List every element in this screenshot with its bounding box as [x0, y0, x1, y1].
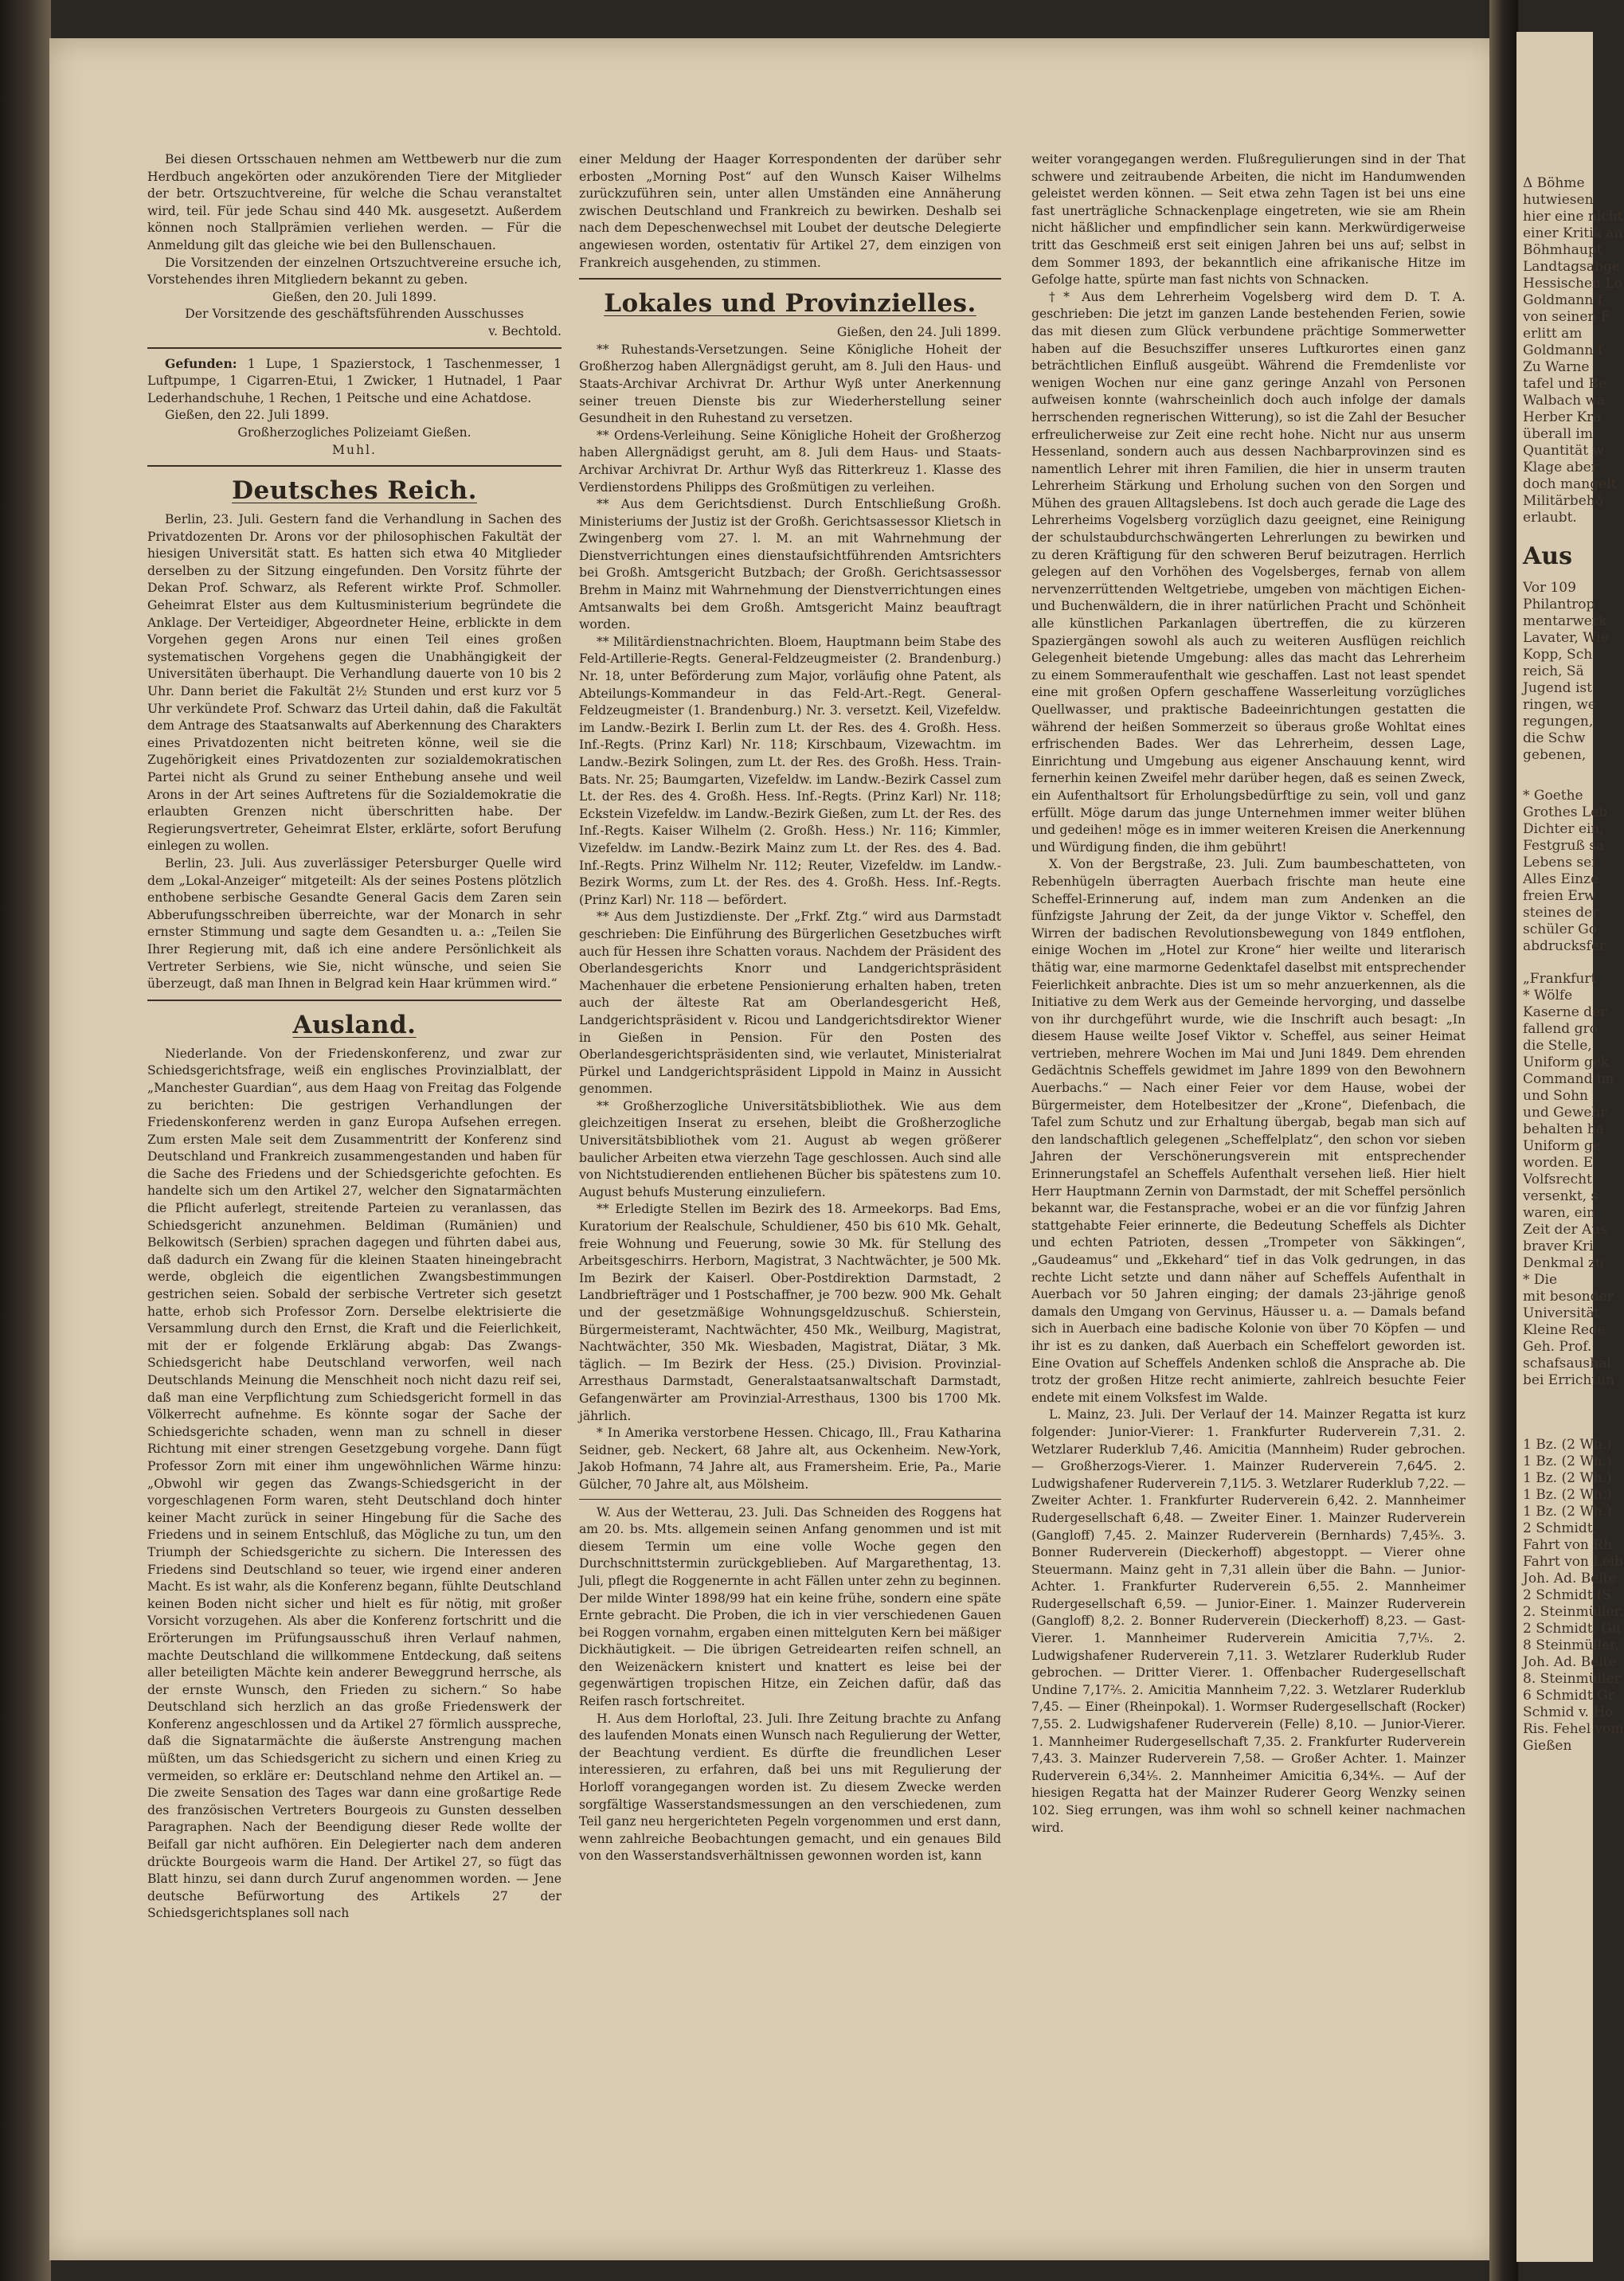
found-items-notice: [147, 355, 562, 408]
article-bibliothek: ** Großherzogliche Universitätsbibliothek. Wie aus dem gleichzeitigen Inserat zu ersehen, bleibt die Großherzogliche Universitätsbibliothek vom 21. August ab wegen größerer baulicher Arbeiten etwa vierzehn Tage geschlossen. Auch sind alle von Nichtstudierenden entliehenen Bücher bis spätestens zum 10. August behufs Musterung einzuliefern.: [579, 1098, 1001, 1199]
left-binding-shadow: [0, 0, 51, 2281]
found-date: Gießen, den 22. Juli 1899.: [165, 408, 330, 423]
adjacent-text-line: Festgruß sa: [1523, 838, 1605, 854]
adjacent-text-line: Ris. Fehel vom: [1523, 1721, 1624, 1737]
found-label: Gefunden:: [165, 355, 237, 371]
adjacent-text-line: Denkmal zu: [1523, 1255, 1604, 1271]
adjacent-text-line: 2 Schmidt, Gu: [1523, 1621, 1621, 1637]
adjacent-text-line: Kleine Rede: [1523, 1322, 1606, 1338]
ortsschau-notice: Bei diesen Ortsschauen nehmen am Wettbewerb nur die zum Herdbuch angekörten oder anzukörenden Tiere der Mitglieder der betr. Ortszuchtvereine, für welche die Schau veranstaltet wird, teil. Für jede Schau sind 440 Mk. ausgesetzt. Außerdem können noch Stallprämien verliehen werden. — Für die Anmeldung gilt das gleiche wie bei den Bullenschauen.: [147, 152, 562, 252]
local-dateline: Gießen, den 24. Juli 1899.: [836, 325, 1001, 340]
notice-date: Gießen, den 20. Juli 1899.: [272, 289, 437, 304]
adjacent-text-line: überall im: [1523, 426, 1593, 442]
adjacent-text-line: worden. E: [1523, 1155, 1594, 1171]
adjacent-text-line: Walbach wa: [1523, 393, 1606, 409]
adjacent-text-line: Landtagsabge: [1523, 259, 1620, 275]
adjacent-text-line: 1 Bz. (2 Wh.): [1523, 1487, 1612, 1503]
adjacent-text-line: Zeit der Aus: [1523, 1222, 1607, 1238]
adjacent-text-line: 1 Bz. (2 Wh.): [1523, 1454, 1612, 1469]
adjacent-text-line: Militärbehö: [1523, 493, 1603, 509]
adjacent-text-line: Zu Warne: [1523, 359, 1590, 375]
adjacent-text-line: fallend gro: [1523, 1021, 1598, 1037]
adjacent-text-line: 2. Steinmüller,: [1523, 1604, 1624, 1620]
adjacent-text-line: * Die: [1523, 1272, 1558, 1288]
book-spine-shadow: [1489, 0, 1518, 2281]
article-militaer: ** Militärdienstnachrichten. Bloem, Hauptmann beim Stabe des Feld-Artillerie-Regts. General-Feldzeugmeister (2. Brandenburg.) Nr. 18, unter Beförderung zum Major, vorläufig ohne Patent, als Abteilungs-Kommandeur in das Feld-Art.-Regt. General-Feldzeugmeister (1. Brandenburg.) Nr. 3. versetzt. Keil, Vizefeldw. im Landw.-Bezirk I. Berlin zum Lt. der Res. des 4. Großh. Hess. Inf.-Regts. (Prinz Karl) Nr. 118; Kirschbaum, Vizewachtm. im Landw.-Bezirk Solingen, zum Lt. der Res. des Großh. Hess. Train-Bats. Nr. 25; Baumgarten, Vizefeldw. im Landw.-Bezirk Cassel zum Lt. der Res. des 4. Großh. Hess. Inf.-Regts. (Prinz Karl) Nr. 118; Eckstein Vizefeldw. im Landw.-Bezirk Gießen, zum Lt. der Res. des Inf.-Regts. Kaiser Wilhelm (2. Großh. Hess.) Nr. 116; Kimmler, Vizefeldw. im Landw.-Bezirk Mainz zum Lt. der Res. des 4. Bad. Inf.-Regts. Prinz Wilhelm Nr. 112; Reuter, Vizefeldw. im Landw.-Bezirk Worms, zum Lt. der Res. des 4. Großh. Hess. Inf.-Regts. (Prinz Karl) Nr. 118 — befördert.: [579, 634, 1001, 907]
adjacent-text-line: Uniform gek: [1523, 1054, 1610, 1070]
article-ruhestand: ** Ruhestands-Versetzungen. Seine Königliche Hoheit der Großherzog haben Allergnädigst geruht, am 8. Juli den Haus- und Staats-Archivar Archivrat Dr. Arthur Wyß unter Anerkennung seiner treuen Dienste bis zur Wiederherstellung seiner Gesundheit in den Ruhestand zu versetzen.: [579, 342, 1001, 426]
section-heading-deutsches-reich: Deutsches Reich.: [232, 476, 477, 506]
adjacent-text-line: und Gewehr: [1523, 1105, 1607, 1121]
adjacent-text-line: 2 Schmidt,: [1523, 1520, 1598, 1536]
ortsschau-request: Die Vorsitzenden der einzelnen Ortszuchtvereine ersuche ich, Vorstehendes ihren Mitgliedern bekannt zu geben.: [147, 255, 562, 288]
adjacent-text-line: einer Kritik an: [1523, 225, 1623, 241]
adjacent-text-line: Joh. Ad. Belte: [1523, 1571, 1617, 1587]
adjacent-text-line: erlaubt.: [1523, 510, 1577, 526]
article-horloftal: H. Aus dem Horloftal, 23. Juli. Ihre Zeitung brachte zu Anfang des laufenden Monats einen Wunsch nach Regulierung der Wetter, der Beachtung verdient. Es dürfte die freundlichen Leser interessieren, zu erfahren, daß bei uns mit Regulierung der Horloff vorangegangen worden ist. Zu diesem Zwecke werden sorgfältige Wasserstandsmessungen an den verschiedenen, zum Teil ganz neu hergerichteten Pegeln vorgenommen und erst dann, wenn zahlreiche Beobachtungen gemacht, und ein genaues Bild von den Wasserstandsverhältnissen gewonnen worden ist, kann: [579, 1711, 1001, 1864]
adjacent-text-line: die Schw: [1523, 730, 1586, 746]
adjacent-text-line: Quantität w: [1523, 443, 1604, 459]
adjacent-text-line: 2 Schmidt (S: [1523, 1587, 1612, 1603]
adjacent-text-line: und Sohn: [1523, 1088, 1588, 1104]
adjacent-text-line: waren, ein: [1523, 1205, 1596, 1221]
adjacent-text-line: Jugend ist: [1523, 680, 1592, 696]
adjacent-text-line: 8. Steinmüller: [1523, 1671, 1621, 1687]
adjacent-text-line: reich, Sä: [1523, 663, 1584, 679]
adjacent-text-line: Fahrt von Rh.: [1523, 1537, 1617, 1553]
article-bergstrasse: X. Von der Bergstraße, 23. Juli. Zum baumbeschatteten, von Rebenhügeln überragten Auerbach frischte man heute eine Scheffel-Erinnerung auf, indem man zum Andenken an die fünfzigste Jahrung der Zeit, da der junge Viktor v. Scheffel, den Wirren der badischen Revolutionsbewegung von 1849 entflohen, einige Wochen im „Hotel zur Krone“ hier weilte und literarisch thätig war, eine marmorne Gedenktafel daselbst mit entsprechender Feierlichkeit anbrachte. Dies ist um so mehr anzuerkennen, als die Initiative zu dem Werk aus der Gemeinde hervorging, und dasselbe von ihr durchgeführt wurde, wie die Inschrift auch besagt: „In diesem Hause weilte Josef Viktor v. Scheffel, aus seiner Heimat vertrieben, mehrere Wochen im Mai und Juni 1849. Dem ehrenden Gedächtnis Scheffels gewidmet im Jahre 1899 von den Bewohnern Auerbachs.“ — Nach einer Feier vor dem Hause, wobei der Bürgermeister, dem Hotelbesitzer der „Krone“, Diefenbach, die Tafel zum Schutz und zur Erhaltung übergab, begab man sich auf den landschaftlich gelegenen „Scheffelplatz“, den schon vor sieben Jahren der Verschönerungsverein mit entsprechender Erinnerungstafel an Scheffels Aufenthalt versehen ließ. Hier hielt Herr Hauptmann Zernin von Darmstadt, der mit Scheffel persönlich bekannt war, die Festansprache, wobei er an die vor fünfzig Jahren stattgehabte Feier erinnerte, die Bedeutung Scheffels als Dichter und echten Patrioten, dessen „Trompeter von Säkkingen“, „Gaudeamus“ und „Ekkehard“ tief in das Volk gedrungen, in das rechte Licht setzte und dann näher auf Scheffels Aufenthalt in Auerbach vor 50 Jahren einging; der damals 23-jährige genoß damals den Umgang von Gervinus, Häusser u. a. — Damals befand sich in Auerbach eine badische Kolonie von über 70 Köpfen — und ihr ist es zu danken, daß Auerbach ein Scheffelort geworden ist. Eine Ovation auf Scheffels Andenken schloß die Ansprache ab. Die trotz der großen Hitze recht animierte, zahlreich besuchte Feier endete mit einem Volksfest im Walde.: [1031, 857, 1466, 1405]
adjacent-text-line: Gießen: [1523, 1738, 1572, 1754]
adjacent-text-line: braver Kri: [1523, 1238, 1594, 1254]
adjacent-text-line: Goldmann f: [1523, 342, 1602, 358]
adjacent-text-line: behalten ha: [1523, 1121, 1604, 1137]
adjacent-text-line: Schmid v. Ho: [1523, 1704, 1614, 1720]
article-berlin-arons: Berlin, 23. Juli. Gestern fand die Verhandlung in Sachen des Privatdozenten Dr. Arons vor der philosophischen Fakultät der hiesigen Universität statt. Es hatten sich etwa 40 Mitglieder derselben zu der Sitzung eingefunden. Den Vorsitz führte der Dekan Prof. Schwarz, als Referent wirkte Prof. Schmoller. Geheimrat Elster aus dem Kultusministerium begründete die Anklage. Der Verteidiger, Abgeordneter Heine, erblickte in dem Vorgehen gegen Arons nur einen Teil eines großen systematischen Vorgehens gegen die Unabhängigkeit der Universitäten überhaupt. Die Verhandlung dauerte von 10 bis 2 Uhr. Dann beriet die Fakultät 2½ Stunden und erst kurz vor 5 Uhr verkündete Prof. Schwarz das Urteil dahin, daß die Fakultät dem Antrage des Staatsanwalts auf Aberkennung des Charakters eines Privatdozenten nicht beitreten könne, weil sie die Zugehörigkeit eines Privatdozenten zur sozialdemokratischen Partei nicht als Grund zu seiner Enthebung ansehe und weil Arons in der Art seines Auftretens für die Sozialdemokratie die erlaubten Grenzen nicht überschritten habe. Der Regierungsvertreter, Geheimrat Elster, erklärte, sofort Berufung einlegen zu wollen.: [147, 512, 562, 854]
adjacent-page-fragment: [1516, 32, 1624, 2262]
adjacent-text-line: Kopp, Sch: [1523, 647, 1593, 663]
adjacent-text-line: Volfsrecht: [1523, 1172, 1592, 1187]
police-signature: Muhl.: [332, 442, 377, 457]
adjacent-text-line: regungen,: [1523, 714, 1594, 730]
divider: [147, 465, 562, 467]
adjacent-text-line: freien Erw: [1523, 888, 1596, 904]
adjacent-text-line: Klage aber: [1523, 460, 1598, 475]
adjacent-text-line: tafel und Be: [1523, 376, 1606, 392]
divider: [147, 347, 562, 349]
divider: [579, 278, 1001, 280]
adjacent-text-line: hutwiesen: [1523, 192, 1594, 208]
adjacent-text-line: Goldmann f: [1523, 292, 1602, 308]
column-1: [147, 151, 562, 2190]
adjacent-text-line: mit besonder: [1523, 1289, 1614, 1305]
divider: [147, 1000, 562, 1001]
adjacent-text-line: Command im: [1523, 1071, 1614, 1087]
adjacent-text-line: doch mangelt: [1523, 476, 1617, 492]
article-orden: ** Ordens-Verleihung. Seine Königliche Hoheit der Großherzog haben Allergnädigst geruht, am 8. Juli dem Haus- und Staats-Archivar Archivrat Dr. Arthur Wyß das Ritterkreuz 1. Klasse des Verdienstordens Philipps des Großmütigen zu verleihen.: [579, 428, 1001, 495]
adjacent-text-line: Hessischen Lo: [1523, 276, 1622, 291]
found-text: 1 Lupe, 1 Spazierstock, 1 Taschenmesser, 1 Luftpumpe, 1 Cigarren-Etui, 1 Zwicker, 1 Hutnadel, 1 Paar Lederhandschuhe, 1 Rechen, 1 Peitsche und eine Achatdose.: [147, 356, 562, 405]
adjacent-text-line: Vor 109: [1523, 580, 1576, 596]
adjacent-text-line: mentarwerk: [1523, 613, 1607, 629]
adjacent-text-line: Uniform ge: [1523, 1138, 1601, 1154]
adjacent-text-line: Universität: [1523, 1305, 1600, 1321]
adjacent-text-line: Alles Einze: [1523, 871, 1599, 887]
article-justizdienst: ** Aus dem Justizdienste. Der „Frkf. Ztg.“ wird aus Darmstadt geschrieben: Die Einführung des Bürgerlichen Gesetzbuches wirft auch für Hessen ihre Schatten voraus. Nachdem der Präsident des Oberlandesgerichts Knorr und Landgerichtspräsident Machenhauer die erbetene Pensionierung erhalten haben, treten auch der älteste Rat am Oberlandesgericht Heß, Landgerichtspräsident v. Ricou und Landgerichtsdirektor Wiener in Gießen in Pension. Für den Posten des Oberlandesgerichtspräsidenten sind, wie verlautet, Ministerialrat Pürkel und Landgerichtspräsident Lippold in Mainz in Aussicht genommen.: [579, 910, 1001, 1097]
adjacent-text-line: Fahrt von Leib: [1523, 1554, 1623, 1570]
adjacent-text-line: „Frankfurt: [1523, 971, 1597, 987]
article-berlin-serbia: Berlin, 23. Juli. Aus zuverlässiger Petersburger Quelle wird dem „Lokal-Anzeiger“ mitgeteilt: Als der seines Postens plötzlich enthobene serbische Gesandte General Gacis dem Zaren sein Abberufungsschreiben überreichte, war der Monarch in sehr ernster Stimmung und sagte dem Gesandten u. a.: „Teilen Sie Ihrer Regierung mit, daß ich eine andere Persönlichkeit als Vertreter Serbiens, wie Sie, nicht wünsche, und seien Sie überzeugt, daß man Ihnen in Belgrad kein Haar krümmen wird.“: [147, 855, 562, 992]
adjacent-text-line: gebenen,: [1523, 747, 1587, 763]
column-3: [1031, 151, 1466, 2190]
adjacent-text-line: Kaserne der: [1523, 1004, 1607, 1020]
adjacent-text-line: schafsaushal: [1523, 1356, 1611, 1371]
article-continuation: einer Meldung der Haager Korrespondenten der darüber sehr erbosten „Morning Post“ auf den Wunsch Kaiser Wilhelms zurückzuführen sein, unter allen Umständen eine Annäherung zwischen Deutschland und Frankreich zu bewirken. Deshalb sei nach dem Depeschenwechsel mit Loubet der deutsche Delegierte angewiesen worden, ostentativ für Artikel 27, dem einzigen von Frankreich ausgehenden, zu stimmen.: [579, 152, 1001, 270]
adjacent-text-line: 1 Bz. (2 Wh.): [1523, 1470, 1612, 1486]
adjacent-text-line: Philantrop: [1523, 597, 1595, 612]
notice-signature-name: v. Bechtold.: [488, 323, 562, 338]
adjacent-text-line: Herber Kra: [1523, 409, 1602, 425]
adjacent-text-line: Dichter ein,: [1523, 821, 1604, 837]
adjacent-text-line: versenkt, s: [1523, 1188, 1599, 1204]
adjacent-text-line: Lavater, Wie: [1523, 630, 1609, 646]
adjacent-text-line: schüler Go: [1523, 921, 1597, 937]
notice-signature-title: Der Vorsitzende des geschäftsführenden Ausschusses: [185, 307, 524, 322]
adjacent-text-line: Lebens sei: [1523, 855, 1596, 871]
adjacent-text-line: Grothes Leb: [1523, 804, 1608, 820]
adjacent-text-line: 8 Steinmüller,: [1523, 1637, 1619, 1653]
adjacent-text-line: 1 Bz. (2 Wh.): [1523, 1437, 1612, 1453]
adjacent-text-line: Δ Böhme: [1523, 175, 1585, 191]
article-lehrerheim: †* Aus dem Lehrerheim Vogelsberg wird dem D. T. A. geschrieben: Die jetzt im ganzen Lande bestehenden Ferien, sowie das mit diesen zum Glück verbundene prächtige Sommerwetter haben auf die Besuchsziffer unseres Luftkurortes einen ganz beträchtlichen Einfluß ausgeübt. Während die Fremdenliste vor wenigen Wochen nur eine ganz geringe Anzahl von Personen aufweisen konnte (wahrscheinlich doch auch infolge der damals herrschenden regnerischen Witterung), so ist die Zahl der Besucher erfreulicherweise zur Zeit eine recht hohe. Nicht nur aus unserm Hessenland, sondern auch aus dessen Nachbarprovinzen sind es namentlich Lehrer mit ihren Familien, die hier in unserm trauten Lehrerheim Stärkung und Erholung suchen von den Sorgen und Mühen des grauen Alltagslebens. Ist doch auch gerade die Lage des Lehrerheims Vogelsberg vorzüglich dazu geeignet, eine Reinigung der schulstaubdurchschwängerten Lehrerlungen zu bewirken und zu deren Kräftigung für den schweren Beruf beizutragen. Herrlich gelegen auf den Vorhöhen des Vogelsberges, fernab von allem nervenzerrüttenden Weltgetriebe, umgeben von mächtigen Eichen- und Buchenwäldern, die in ihrer natürlichen Pracht und Schönheit alle künstlichen Parkanlagen übertreffen, die zu kürzeren Spaziergängen sowohl als auch zu weiteren Ausflügen reichlich Gelegenheit bietende Umgebung: alles das macht das Lehrerheim zu einem Sommeraufenthalt wie geschaffen. Last not least spendet eine mit großen Opfern geschaffene Wasserleitung vorzügliches Quellwasser, und praktische Badeeinrichtungen gestatten die während der heißen Sommerzeit so überaus große Wohltat eines erfrischenden Bades. Wer das Lehrerheim, dessen Lage, Einrichtung und Umgebung aus eigener Anschauung kennt, wird fernerhin keinen Zweifel mehr darüber hegen, daß es seinen Zweck, ein Aufenthaltsort für Erholungsbedürftige zu sein, voll und ganz erfüllt. Möge darum das junge Unternehmen immer weiter blühen und gedeihen! möge es in immer weiteren Kreisen die Anerkennung und Würdigung finden, die ihm gebührt!: [1031, 289, 1466, 855]
adjacent-text-line: steines der: [1523, 905, 1599, 921]
adjacent-text-line: 1 Bz. (2 Wh.): [1523, 1504, 1612, 1520]
article-stellen: ** Erledigte Stellen im Bezirk des 18. Armeekorps. Bad Ems, Kuratorium der Realschule, Schuldiener, 450 bis 610 Mk. Gehalt, freie Wohnung und Feuerung, sowie 30 Mk. für Stellung des Arbeitsgeschirrs. Herborn, Magistrat, 3 Nachtwächter, je 500 Mk. Im Bezirk der Kaiserl. Ober-Postdirektion Darmstadt, 2 Landbriefträger und 1 Postschaffner, je 700 bezw. 900 Mk. Gehalt und der gesetzmäßige Wohnungsgeldzuschuß. Schierstein, Bürgermeisteramt, Nachtwächter, 450 Mk., Weilburg, Magistrat, Nachtwächter, 350 Mk. Wiesbaden, Magistrat, Diätar, 3 Mk. täglich. — Im Bezirk der Hess. (25.) Division. Provinzial-Arresthaus Darmstadt, Generalstaatsanwaltschaft Darmstadt, Gefangenwärter am Provinzial-Arresthaus, 1300 bis 1700 Mk. jährlich.: [579, 1202, 1001, 1423]
adjacent-text-line: Böhmhaupt: [1523, 242, 1602, 258]
article-wetterau: W. Aus der Wetterau, 23. Juli. Das Schneiden des Roggens hat am 20. bs. Mts. allgemein seinen Anfang genommen und ist mit diesem Termin um eine volle Woche gegen den Durchschnittstermin zurückgeblieben. Auf Margarethentag, 13. Juli, pflegt die Roggenernte in acht Fällen unter zehn zu beginnen. Der milde Winter 1898/99 hat ein keine frühe, sondern eine späte Ernte gebracht. Die Proben, die ich in vier verschiedenen Gauen bei Roggen vornahm, ergaben einen mittelguten Kern bei mäßiger Dickhäutigkeit. — Die übrigen Getreidearten reifen schnell, an den Weizenäckern knistert und knattert es leise bei der gegenwärtigen tropischen Hitze, ein Zeichen dafür, daß das Reifen rasch fortschreitet.: [579, 1504, 1001, 1709]
adjacent-text-line: die Stelle,: [1523, 1038, 1592, 1054]
column-2: [579, 151, 1001, 2190]
section-heading-lokales: Lokales und Provinzielles.: [604, 289, 976, 319]
adjacent-text-line: * Wölfe: [1523, 988, 1573, 1004]
adjacent-text-line: 6 Schmidt Gr: [1523, 1688, 1614, 1704]
article-horloftal-continued: weiter vorangegangen werden. Flußregulierungen sind in der That schwere und zeitraubende Arbeiten, die nicht im Handumwenden geleistet werden können. — Seit etwa zehn Tagen ist bei uns eine fast unerträgliche Schnackenplage eingetreten, wie sie am Rhein nicht häßlicher und empfindlicher sein kann. Merkwürdigerweise tritt das Geschmeiß erst seit einigen Jahren bei uns auf; selbst in dem Sommer 1893, der bekanntlich eine afrikanische Hitze im Gefolge hatte, spürte man fast nichts von Schnacken.: [1031, 152, 1466, 288]
divider: [579, 1499, 1001, 1500]
adjacent-heading: Aus: [1523, 542, 1572, 570]
adjacent-text-line: * Goethe: [1523, 788, 1583, 804]
adjacent-text-line: erlitt am: [1523, 326, 1583, 342]
adjacent-text-line: von seinen F: [1523, 309, 1610, 325]
adjacent-text-line: Geh. Prof.: [1523, 1339, 1592, 1355]
adjacent-text-line: Joh. Ad. Belte: [1523, 1654, 1617, 1670]
adjacent-text-line: ringen, we: [1523, 697, 1596, 713]
article-gerichtsdienst: ** Aus dem Gerichtsdienst. Durch Entschließung Großh. Ministeriums der Justiz ist der Großh. Gerichtsassessor Klietsch in Zwingenberg vom 27. l. M. an mit Wahrnehmung der Dienstverrichtungen eines dienstaufsichtführenden Amtsrichters bei Großh. Amtsgericht Butzbach; der Großh. Gerichtsassessor Brehm in Mainz mit Wahrnehmung der Dienstverrichtungen eines Amtsanwalts bei dem Großh. Amtsgericht Mainz beauftragt worden.: [579, 497, 1001, 632]
article-amerika: * In Amerika verstorbene Hessen. Chicago, Ill., Frau Katharina Seidner, geb. Neckert, 68 Jahre alt, aus Ockenheim. New-York, Jakob Hofmann, 74 Jahre alt, aus Framersheim. Erie, Pa., Marie Gülcher, 70 Jahre alt, aus Mölsheim.: [579, 1426, 1001, 1492]
police-office: Großherzogliches Polizeiamt Gießen.: [237, 425, 472, 440]
adjacent-text-line: hier eine nicht: [1523, 209, 1623, 225]
adjacent-text-line: bei Errichtun: [1523, 1372, 1615, 1388]
adjacent-text-line: abdrucksfer: [1523, 938, 1606, 954]
article-niederlande: Niederlande. Von der Friedenskonferenz, und zwar zur Schiedsgerichtsfrage, weiß ein englisches Provinzialblatt, der „Manchester Guardian“, aus dem Haag von Freitag das Folgende zu berichten: Die gestrigen Verhandlungen der Friedenskonferenz werden in ganz Europa Aufsehen erregen. Zum ersten Male seit dem Zusammentritt der Konferenz sind Deutschland und Frankreich zusammengestanden und haben für die Sache des Friedens und der Schiedsgerichte gefochten. Es handelte sich um den Artikel 27, welcher den Signatarmächten die Pflicht auferlegt, streitende Parteien zu veranlassen, das Schiedsgericht anzunehmen. Beldiman (Rumänien) und Belkowitsch (Serbien) sprachen dagegen und führten dabei aus, daß dadurch ein Zwang für die kleinen Staaten hineingebracht werde, obgleich die eigentlichen Zwangsbestimmungen gestrichen seien. Sobald der serbische Vertreter sich gesetzt hatte, erhob sich Professor Zorn. Derselbe elektrisierte die Versammlung durch den Ernst, die Kraft und die Feierlichkeit, mit der er folgende Erklärung abgab: Das Zwangs-Schiedsgericht habe Deutschland verworfen, weil nach Deutschlands Meinung die Menschheit noch nicht dazu reif sei, daß man eine Verpflichtung zum Schiedsgericht formell in das Völkerrecht aufnehme. Es könnte sogar der Sache der Schiedsgerichte schaden, wenn man zu schnell in dieser Richtung mit einer strengen Gesetzgebung vorgehe. Dann fügt Professor Zorn mit einer ihm ungewöhnlichen Wärme hinzu: „Obwohl wir gegen das Zwangs-Schiedsgericht in der vorgeschlagenen Form waren, steht Deutschland doch hinter keiner Macht zurück in seiner Hingebung für die Sache des Friedens und in seinem Entschluß, das Mögliche zu tun, um den Triumph der Schiedsgerichte zu sichern. Die Interessen des Friedens sind Deutschland so teuer, wie irgend einer anderen Macht. Es ist wahr, als die Konferenz begann, fühlte Deutschland keinen Boden nicht sicher und hielt es für nötig, mit großer Vorsicht vorzugehen. Als aber die Konferenz fortschritt und die Erörterungen im Prüfungsausschuß ihren Verlauf nahmen, machte Deutschland die willkommene Entdeckung, daß seitens aller beteiligten Mächte kein anderer Beweggrund herrsche, als der ernste Wunsch, den Frieden zu sichern.“ So habe Deutschland sich herzlich an das große Friedenswerk der Konferenz angeschlossen und da Artikel 27 förmlich ausspreche, daß die Signatarmächte die äußerste Anstrengung machen müßten, um das Schiedsgericht zu sichern und einen Krieg zu vermeiden, so erkläre er: Deutschland nehme den Artikel an. — Die zweite Sensation des Tages war dann eine großartige Rede des französischen Vertreters Bourgeois zu Gunsten desselben Paragraphen. Nach der Beendigung dieser Rede wollte der Beifall gar nicht aufhören. Ein Delegierter nach dem anderen drückte Bourgeois warm die Hand. Der Artikel 27, so fügt das Blatt hinzu, sei dann durch Zuruf angenommen worden. — Jene deutsche Befürwortung des Artikels 27 der Schiedsgerichtsplanes soll nach: [147, 1046, 562, 1921]
section-heading-ausland: Ausland.: [292, 1010, 417, 1039]
article-mainz-regatta: L. Mainz, 23. Juli. Der Verlauf der 14. Mainzer Regatta ist kurz folgender: Junior-Vierer: 1. Frankfurter Ruderverein 7,31. 2. Wetzlarer Ruderklub 7,46. Amicitia (Mannheim) Ruder gebrochen. — Großherzogs-Vierer. 1. Mainzer Ruderverein 7,64⁄5. 2. Ludwigshafener Ruderverein 7,11⁄5. 3. Wetzlarer Ruderklub 7,22. — Zweiter Achter. 1. Frankfurter Ruderverein 6,42. 2. Mannheimer Rudergesellschaft 6,48. — Zweiter Einer. 1. Mainzer Ruderverein (Gangloff) 7,45. 2. Mainzer Ruderverein (Bernhards) 7,45³⁄₅. 3. Bonner Ruderverein (Dieckerhoff) abgestoppt. — Vierer ohne Steuermann. Mainz geht in 7,31 allein über die Bahn. — Junior-Achter. 1. Frankfurter Ruderverein 6,55. 2. Mannheimer Rudergesellschaft 6,59. — Junior-Einer. 1. Mainzer Ruderverein (Gangloff) 8,2. 2. Bonner Ruderverein (Dieckerhoff) 8,23. — Gast-Vierer. 1. Mannheimer Ruderverein Amicitia 7,7¹⁄₅. 2. Ludwigshafener Ruderverein 7,11. 3. Wetzlarer Ruderklub Ruder gebrochen. — Dritter Vierer. 1. Offenbacher Rudergesellschaft Undine 7,17²⁄₅. 2. Amicitia Mannheim 7,22. 3. Wetzlarer Ruderklub 7,45. — Einer (Rheinpokal). 1. Wormser Rudergesellschaft (Rocker) 7,55. 2. Ludwigshafener Ruderverein (Felle) 8,10. — Junior-Vierer. 1. Mannheimer Rudergesellschaft 7,35. 2. Frankfurter Ruderverein 7,43. 3. Mainzer Ruderverein 7,58. — Großer Achter. 1. Mainzer Ruderverein 6,34¹⁄₅. 2. Mannheimer Amicitia 6,34⁴⁄₅. — Auf der hiesigen Regatta hat der Mainzer Ruderer Georg Wenzky seinen 102. Sieg errungen, was ihm wohl so schnell keiner nachmachen wird.: [1031, 1407, 1466, 1835]
